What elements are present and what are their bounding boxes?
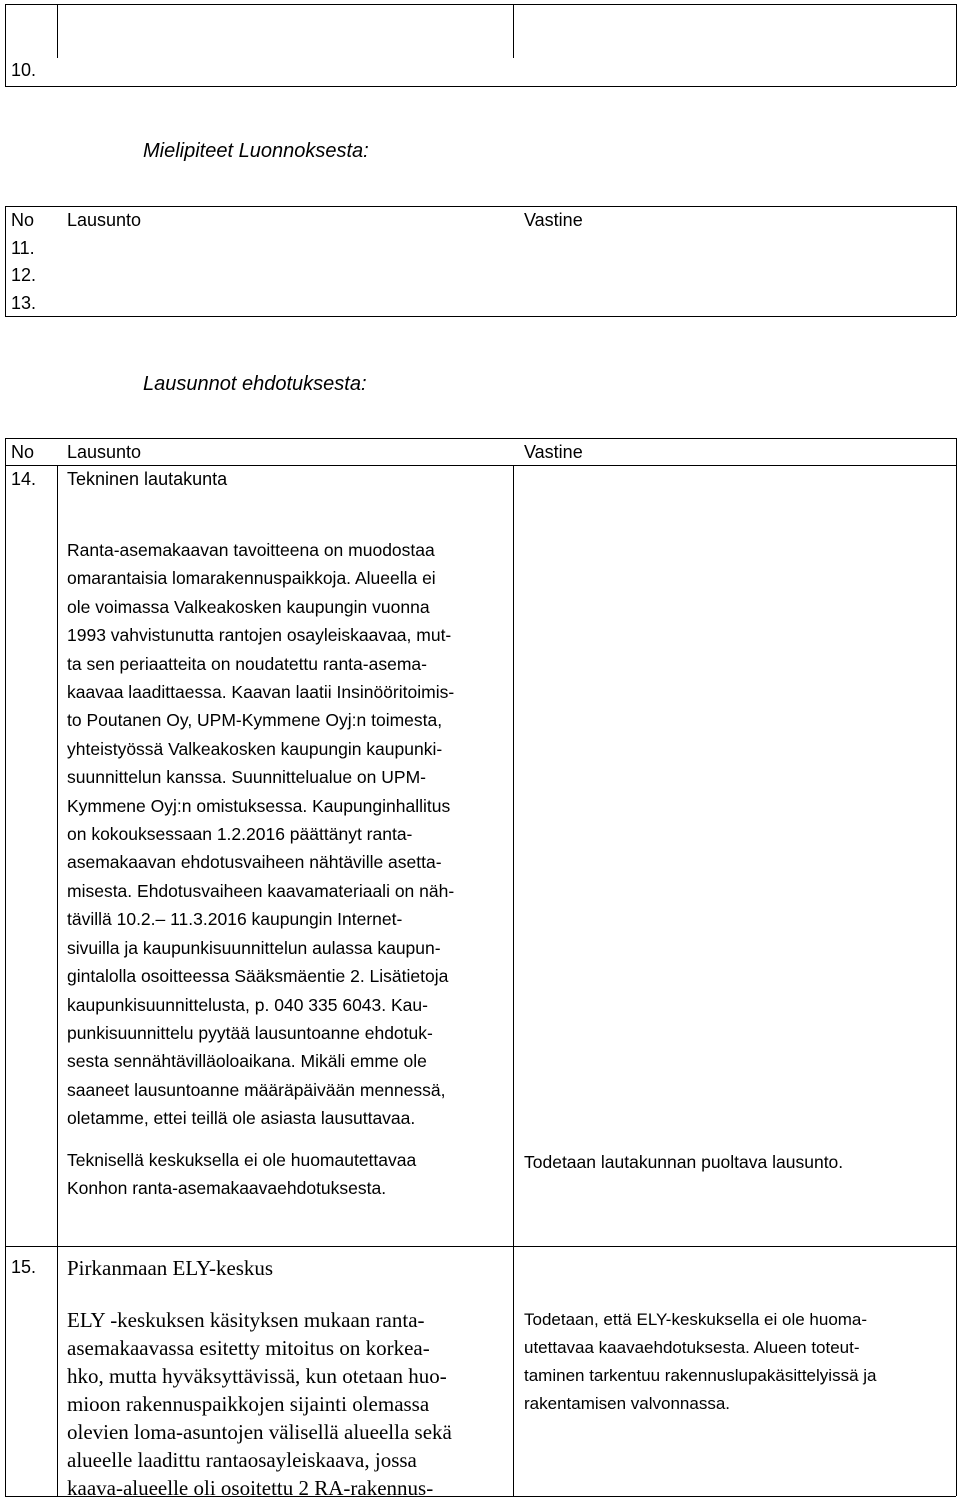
- closing-line: Teknisellä keskuksella ei ole huomautettavaa: [67, 1150, 417, 1170]
- statement-line: suunnittelun kanssa. Suunnittelualue on UPM-: [67, 767, 426, 788]
- vastine-line: rakentamisen valvonnassa.: [524, 1394, 731, 1413]
- statement-line: on kokouksessaan 1.2.2016 päättänyt ranta-: [67, 824, 413, 845]
- statement-line: kaavaa laadittaessa. Kaavan laatii Insinööritoimis-: [67, 682, 455, 703]
- row-15-number: 15.: [11, 1257, 37, 1277]
- row-15-vastine: [524, 1306, 876, 1418]
- section1-heading: Mielipiteet Luonnoksesta:: [143, 140, 369, 162]
- table1-bottom-border: [5, 86, 956, 87]
- statement-line: oletamme, ettei teillä ole asiasta lausuttavaa.: [67, 1108, 416, 1129]
- table2-header-vastine: Vastine: [524, 210, 583, 230]
- statement-line: ta sen periaatteita on noudatettu ranta-asema-: [67, 653, 427, 674]
- section2-heading: Lausunnot ehdotuksesta:: [143, 373, 367, 395]
- statement-line: yhteistyössä Valkeakosken kaupungin kaupunki-: [67, 738, 443, 759]
- table2-header-no: No: [11, 210, 35, 230]
- table1-left-border: [5, 4, 6, 86]
- statement-line: gintalolla osoitteessa Sääksmäentie 2. Lisätietoja: [67, 966, 449, 987]
- table1-col-divider-1: [57, 4, 58, 58]
- vastine-line: Todetaan, että ELY-keskuksella ei ole huoma-: [524, 1310, 868, 1329]
- statement-line: ELY -keskuksen käsityksen mukaan ranta-: [67, 1308, 425, 1332]
- statement-line: 1993 vahvistunutta rantojen osayleiskaavaa, mut-: [67, 625, 452, 646]
- statement-line: saaneet lausuntoanne määräpäivään mennessä,: [67, 1079, 446, 1100]
- row-14-title: Tekninen lautakunta: [67, 469, 228, 489]
- table3-header-no: No: [11, 442, 35, 462]
- statement-line: hko, mutta hyväksyttävissä, kun otetaan huo-: [67, 1364, 447, 1388]
- statement-line: tävillä 10.2.– 11.3.2016 kaupungin Internet-: [67, 909, 403, 930]
- statement-line: punkisuunnittelu pyytää lausuntoanne ehdotuk-: [67, 1022, 433, 1043]
- row-15-title: Pirkanmaan ELY-keskus: [67, 1256, 274, 1280]
- vastine-line: Todetaan lautakunnan puoltava lausunto.: [524, 1152, 844, 1172]
- row-15-statement: [67, 1306, 452, 1502]
- table3-left-border: [5, 438, 6, 1496]
- statement-line: sivuilla ja kaupunkisuunnittelun aulassa kaupun-: [67, 937, 441, 958]
- statement-line: sesta sennähtävilläoloaikana. Mikäli emme ole: [67, 1051, 427, 1072]
- table3-top-border: [5, 438, 956, 439]
- statement-line: asemakaavassa esitetty mitoitus on korkea-: [67, 1336, 430, 1360]
- row-11-number: 11.: [11, 238, 35, 258]
- statement-line: olevien loma-asuntojen välisellä alueella sekä: [67, 1420, 452, 1444]
- statement-line: kaava-alueelle oli osoitettu 2 RA-rakennus-: [67, 1476, 434, 1500]
- statement-line: to Poutanen Oy, UPM-Kymmene Oyj:n toimesta,: [67, 710, 443, 731]
- closing-line: Konhon ranta-asemakaavaehdotuksesta.: [67, 1178, 387, 1199]
- row-13-number: 13.: [11, 293, 37, 313]
- table1-right-border: [956, 4, 957, 86]
- row-15-title-block: [67, 1254, 273, 1282]
- statement-line: alueelle laadittu rantaosayleiskaava, jossa: [67, 1448, 417, 1472]
- table2-header-lausunto: Lausunto: [67, 210, 142, 230]
- row-14-number: 14.: [11, 469, 37, 489]
- row-14-closing-statement: [67, 1146, 416, 1203]
- row-10-number: 10.: [11, 60, 37, 80]
- table2-left-border: [5, 206, 6, 316]
- table2-right-border: [956, 206, 957, 316]
- statement-line: misesta. Ehdotusvaiheen kaavamateriaali on näh-: [67, 880, 455, 901]
- row-14-statement: [67, 536, 454, 1133]
- statement-line: mioon rakennuspaikkojen sijainti olemassa: [67, 1392, 430, 1416]
- table3-row14-bottom-border: [5, 1246, 956, 1247]
- statement-line: kaupunkisuunnittelusta, p. 040 335 6043. Kau-: [67, 994, 428, 1015]
- table3-header-vastine: Vastine: [524, 442, 583, 462]
- table3-header-lausunto: Lausunto: [67, 442, 142, 462]
- table2-top-border: [5, 206, 956, 207]
- statement-line: omarantaisia lomarakennuspaikkoja. Alueella ei: [67, 568, 436, 589]
- table1-col-divider-2: [513, 4, 514, 58]
- statement-line: Ranta-asemakaavan tavoitteena on muodostaa: [67, 540, 435, 560]
- table3-col-divider-no: [57, 465, 58, 1496]
- vastine-line: taminen tarkentuu rakennuslupakäsittelyissä ja: [524, 1366, 877, 1385]
- statement-line: asemakaavan ehdotusvaiheen nähtäville asetta-: [67, 852, 442, 873]
- row-12-number: 12.: [11, 265, 37, 285]
- statement-line: ole voimassa Valkeakosken kaupungin vuonna: [67, 596, 430, 617]
- table2-bottom-border: [5, 316, 956, 317]
- table3-col-divider-vastine: [513, 465, 514, 1496]
- table3-right-border: [956, 438, 957, 1496]
- row-14-vastine: [524, 1148, 843, 1176]
- statement-line: Kymmene Oyj:n omistuksessa. Kaupunginhallitus: [67, 795, 451, 816]
- table1-top-border: [5, 4, 956, 5]
- vastine-line: utettavaa kaavaehdotuksesta. Alueen toteut-: [524, 1338, 860, 1357]
